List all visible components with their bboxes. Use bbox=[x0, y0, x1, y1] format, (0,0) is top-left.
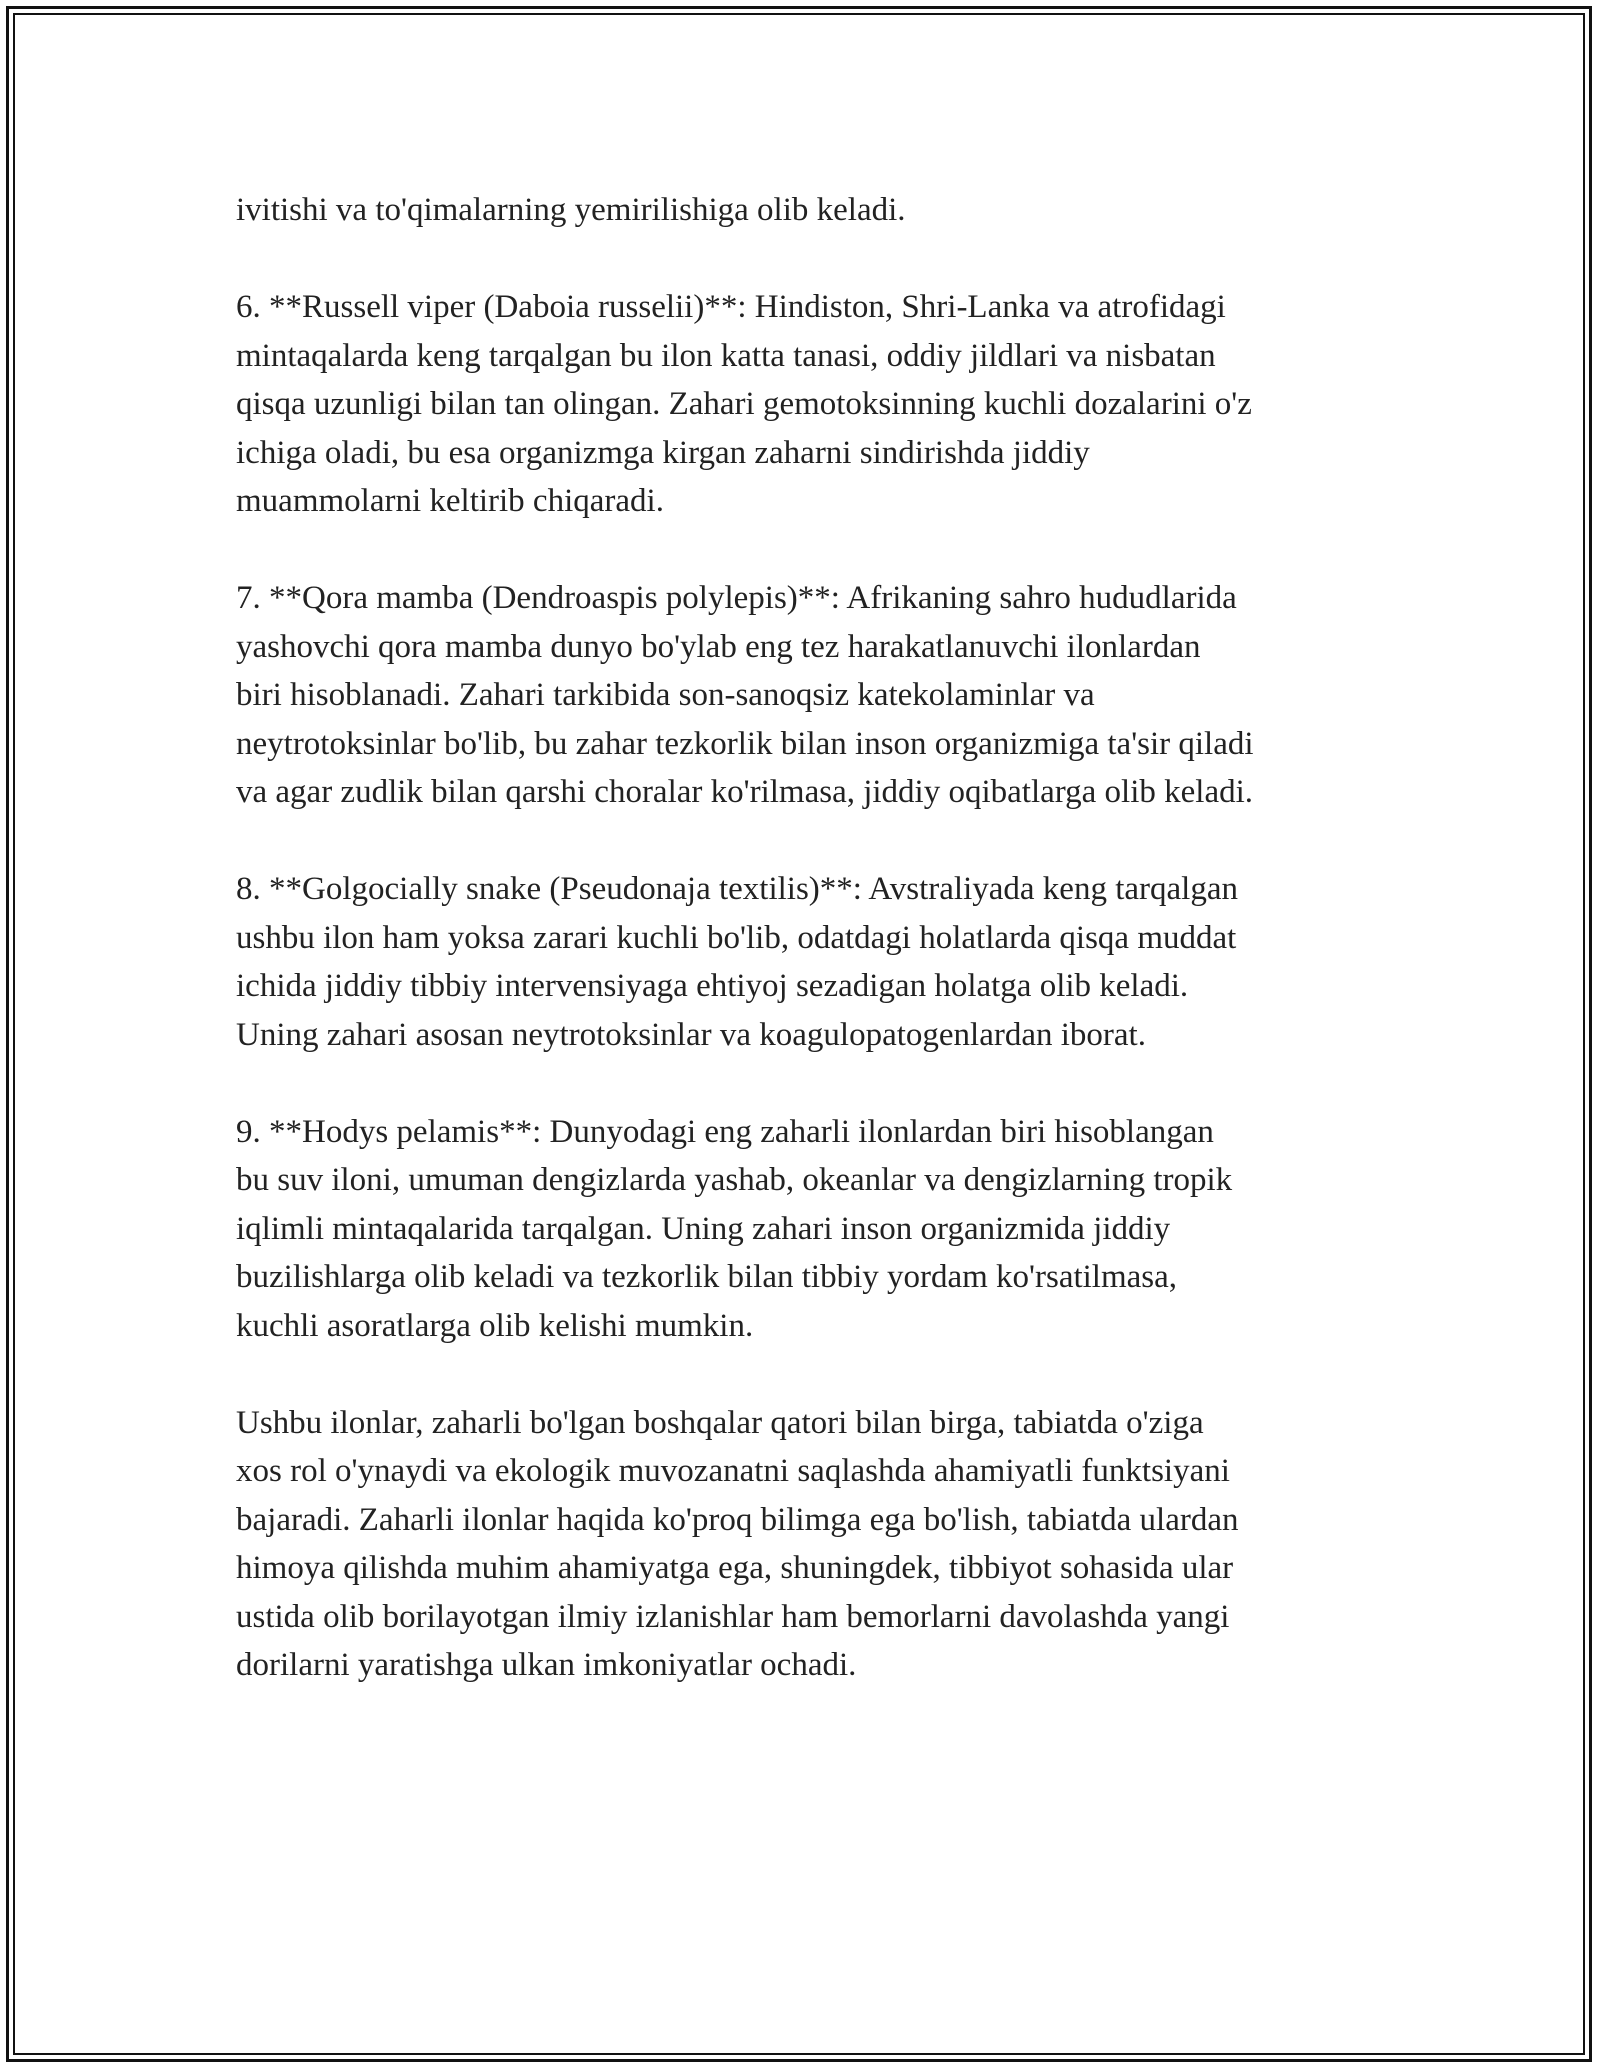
paragraph-sea-snake: 9. **Hodys pelamis**: Dunyodagi eng zaharli ilonlardan biri hisoblangan bu suv iloni, umuman dengizlarda yashab, okeanlar va dengizlarning tropik iqlimli mintaqalarida tarqalgan. Uning zahari inson organizmida jiddiy buzilishlarga olib keladi va tezkorlik bilan tibbiy yordam ko'rsatilmasa, kuchli asoratlarga olib kelishi mumkin. bbox=[236, 1113, 1233, 1344]
document-body bbox=[236, 186, 1386, 1738]
paragraph-continuation: ivitishi va to'qimalarning yemirilishiga olib keladi. bbox=[236, 192, 906, 228]
paragraph-conclusion: Ushbu ilonlar, zaharli bo'lgan boshqalar qatori bilan birga, tabiatda o'ziga xos rol o'ynaydi va ekologik muvozanatni saqlashda ahamiyatli funktsiyani bajaradi. Zaharli ilonlar haqida ko'proq bilimga ega bo'lish, tabiatda ulardan himoya qilishda muhim ahamiyatga ega, shuningdek, tibbiyot sohasida ular ustida olib borilayotgan ilmiy izlanishlar ham bemorlarni davolashda yangi dorilarni yaratishga ulkan imkoniyatlar ochadi. bbox=[236, 1404, 1239, 1683]
paragraph-russell-viper: 6. **Russell viper (Daboia russelii)**: Hindiston, Shri-Lanka va atrofidagi mintaqalarda keng tarqalgan bu ilon katta tanasi, oddiy jildlari va nisbatan qisqa uzunligi bilan tan olingan. Zahari gemotoksinning kuchli dozalarini o'z ichiga oladi, bu esa organizmga kirgan zaharni sindirishda jiddiy muammolarni keltirib chiqaradi. bbox=[236, 289, 1252, 519]
paragraph-eastern-brown-snake: 8. **Golgocially snake (Pseudonaja textilis)**: Avstraliyada keng tarqalgan ushbu ilon ham yoksa zarari kuchli bo'lib, odatdagi holatlarda qisqa muddat ichida jiddiy tibbiy intervensiyaga ehtiyoj sezadigan holatga olib keladi. Uning zahari asosan neytrotoksinlar va koagulopatogenlardan iborat. bbox=[236, 871, 1238, 1053]
paragraph-black-mamba: 7. **Qora mamba (Dendroaspis polylepis)**: Afrikaning sahro hududlarida yashovchi qora mamba dunyo bo'ylab eng tez harakatlanuvchi ilonlardan biri hisoblanadi. Zahari tarkibida son-sanoqsiz katekolaminlar va neytrotoksinlar bo'lib, bu zahar tezkorlik bilan inson organizmiga ta'sir qiladi va agar zudlik bilan qarshi choralar ko'rilmasa, jiddiy oqibatlarga olib keladi. bbox=[236, 580, 1254, 810]
